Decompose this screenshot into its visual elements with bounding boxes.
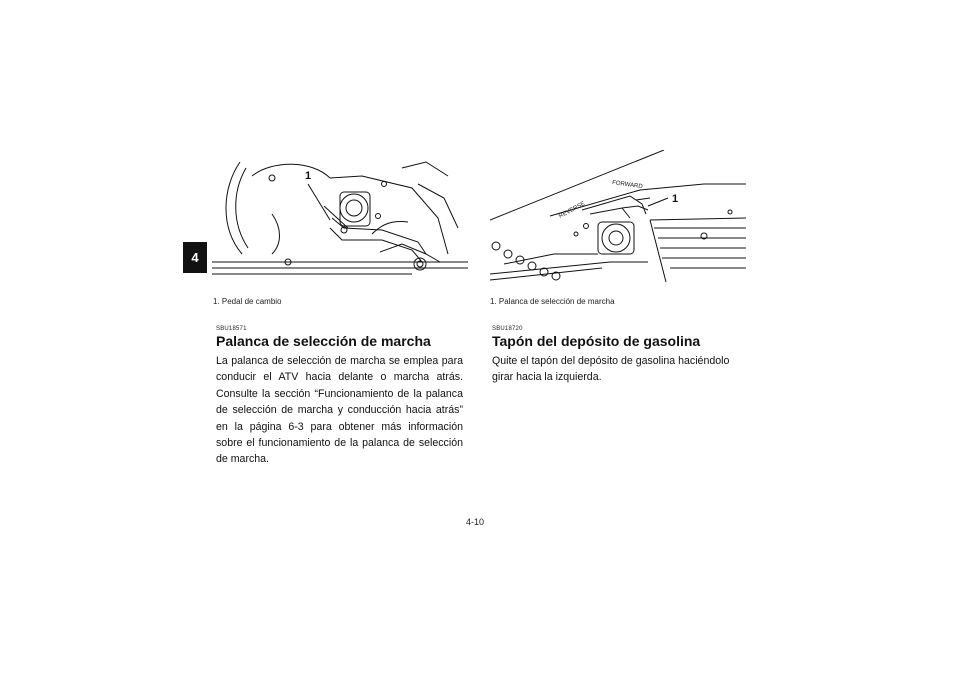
gear-selector-illustration [490,150,746,282]
figure-callout-1-right: 1 [672,193,679,205]
page-number: 4-10 [466,517,485,527]
section-heading-right: Tapón del depósito de gasolina [492,333,701,349]
reverse-label: REVERSE [558,201,587,220]
section-code-right: SBU18720 [492,326,523,332]
forward-label: FORWARD [611,180,643,191]
section-heading: Palanca de selección de marcha [216,333,431,349]
section-code: SBU18571 [216,326,247,332]
chapter-tab: 4 [183,242,207,273]
shift-pedal-illustration [212,158,468,282]
section-body: La palanca de selección de marcha se emplea para conducir el ATV hacia delante o marcha atrás. Consulte la sección “Funcionamiento de la palanca de selección de marcha y conducción hacia atrás” en la página 6-3 para obtener más información sobre el funcionamiento de la palanca de selección de marcha. [216,355,463,466]
figure-callout-1: 1 [305,170,312,182]
figure-caption-right: 1. Palanca de selección de marcha [490,297,615,306]
figure-caption: 1. Pedal de cambio [213,297,282,306]
section-body-right: Quite el tapón del depósito de gasolina haciéndolo girar hacia la izquierda. [492,355,730,384]
